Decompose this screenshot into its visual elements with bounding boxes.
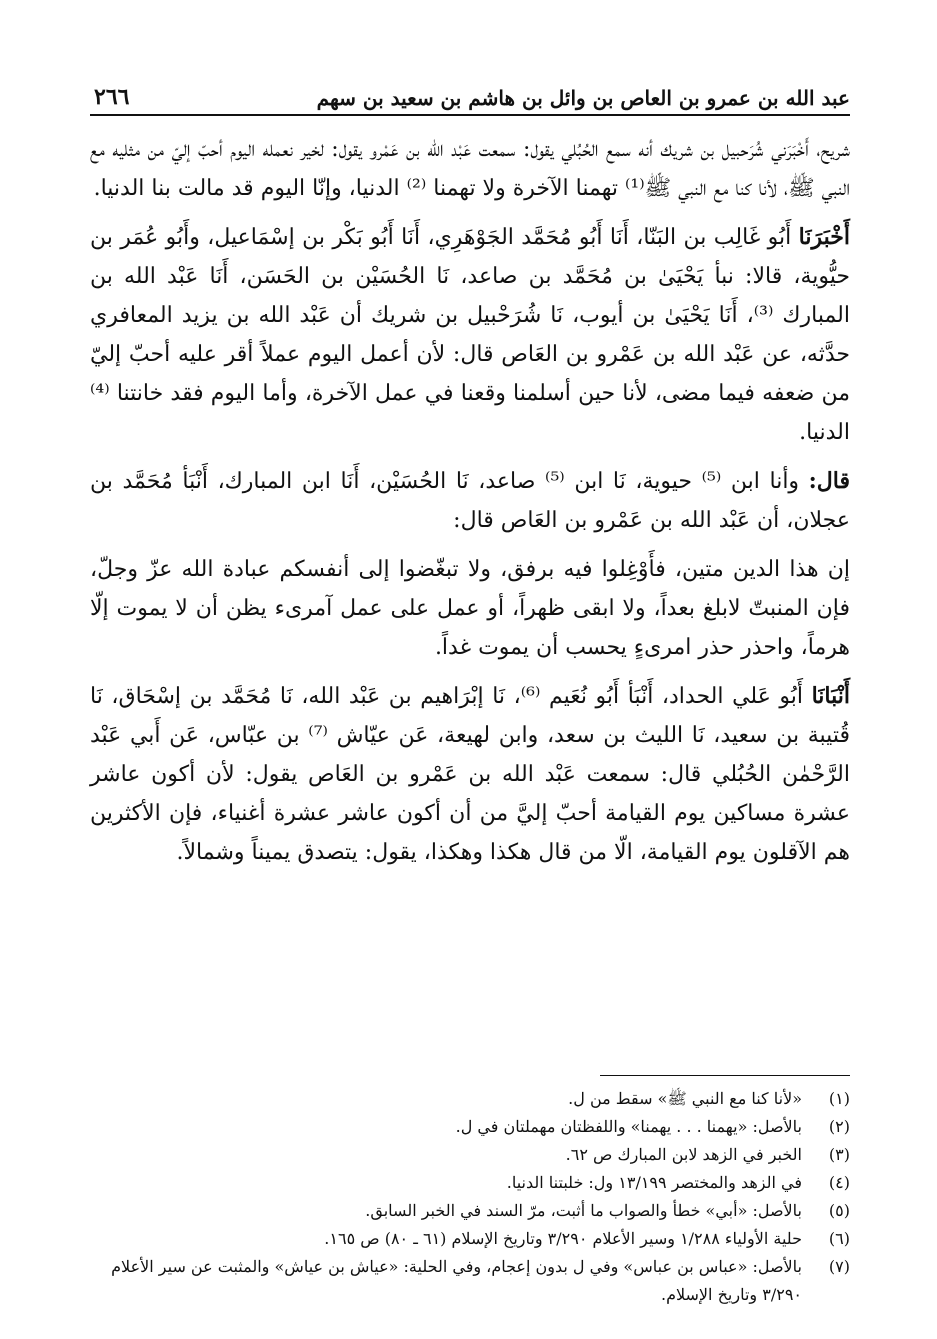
footnote-number: (٦) — [828, 1229, 850, 1248]
footnote-number: (٥) — [828, 1201, 850, 1220]
footnote — [90, 1085, 850, 1113]
footnote — [90, 1197, 850, 1225]
paragraph — [90, 130, 850, 208]
footnote-number: (٧) — [828, 1257, 850, 1276]
footnote — [90, 1141, 850, 1169]
footnote-text: الخبر في الزهد لابن المبارك ص ٦٢. — [565, 1145, 802, 1164]
paragraph-lead-word: أَنْبَانَا — [811, 683, 850, 709]
footnote-number: (١) — [828, 1089, 850, 1108]
paragraph-text: وأنا ابن ⁽⁵⁾ حيوية، نَا ابن ⁽⁵⁾ صاعد، نَا الحُسَيْن، أَنَا ابن المبارك، أَنْبَأ مُحَمَّد بن عجلان، أن عَبْد الله بن عَمْرو بن العَاص قال: — [90, 469, 850, 533]
footnote-text: بالأصل: «أبي» خطأ والصواب ما أثبت، مرّ السند في الخبر السابق. — [365, 1201, 802, 1220]
footnote — [90, 1169, 850, 1197]
footnote-number: (٤) — [828, 1173, 850, 1192]
paragraph-text: أَبُو عَلي الحداد، أَنْبَأ أَبُو نُعَيم ⁽⁶⁾، نَا إبْرَاهيم بن عَبْد الله، نَا مُحَمَّد بن إسْحَاق، نَا قُتيبة بن سعيد، نَا الليث بن سعد، وابن لهيعة، عَن عيّاش ⁽⁷⁾ بن عبّاس، عَن أَبي عَبْد الرَّحْمٰن الحُبُلي قال: سمعت عَبْد الله بن عَمْرو بن العَاص يقول: لأن أكون عاشر عشرة مساكين يوم القيامة أحبّ إليَّ من أن أكون عاشر عشرة أغنياء، فإن الأكثرين هم الآقلون يوم القيامة، الّا من قال هكذا وهكذا، يقول: يتصدق يميناً وشمالاً. — [90, 684, 850, 865]
paragraph-lead-word: أَخْبَرَنَا — [798, 224, 850, 250]
paragraph — [90, 677, 850, 872]
header-rule — [90, 114, 850, 116]
footnote-text: بالأصل: «يهمنا . . . يهمنا» واللفظتان مهملتان في ل. — [455, 1117, 802, 1136]
footnote — [90, 1253, 850, 1309]
book-page — [90, 70, 850, 1310]
page-header — [90, 70, 850, 110]
footnote — [90, 1113, 850, 1141]
main-text — [90, 130, 850, 882]
footnote-text: حلية الأولياء ١/٢٨٨ وسير الأعلام ٣/٢٩٠ وتاريخ الإسلام (٦١ ـ ٨٠) ص ١٦٥. — [324, 1229, 802, 1248]
footnote-number: (٢) — [828, 1117, 850, 1136]
running-title: عبد الله بن عمرو بن العاص بن وائل بن هاشم بن سعيد بن سهم — [316, 86, 850, 110]
paragraph — [90, 550, 850, 667]
footnote — [90, 1225, 850, 1253]
paragraph-text: أَبُو غَالِب بن البَنّا، أَنَا أَبُو مُحَمَّد الجَوْهَرِي، أَنَا أَبُو بَكْر بن إسْمَاعيل، وأَبُو عُمَر بن حيُّوية، قالا: نبأ يَحْيَىٰ بن مُحَمَّد بن صاعد، نَا الحُسَيْن بن الحَسَن، أَنَا عَبْد الله بن المبارك ⁽³⁾، أَنَا يَحْيَىٰ بن أيوب، نَا شُرَحْبيل بن شريك أن عَبْد الله بن يزيد المعافري حدَّثه، عن عَبْد الله بن عَمْرو بن العَاص قال: لأن أعمل اليوم عملاً أقر عليه أحبّ إليّ من ضعفه فيما مضى، لأنا حين أسلمنا وقعنا في عمل الآخرة، وأما اليوم فقد خانتنا ⁽⁴⁾ الدنيا. — [90, 225, 850, 445]
footnote-text: «لأنا كنا مع النبي ﷺ» سقط من ل. — [568, 1089, 802, 1108]
footnotes — [90, 1085, 850, 1309]
page-number: ٢٦٦ — [94, 84, 130, 110]
paragraph-lead-word: قال: — [808, 468, 850, 494]
footnote-number: (٣) — [828, 1145, 850, 1164]
paragraph-text: شريح، أَخْبَرَني شُرَحبيل بن شريك أنه سمع الحُبُلي يقول: سمعت عَبْد الله بن عَمْرو يقول: لخير نعمله اليوم أحبّ إليّ من مثليه مع النبي ﷺ، لأنا كنا مع النبي ﷺ⁽¹⁾ تهمنا الآخرة ولا تهمنا ⁽²⁾ الدنيا، وإنّا اليوم قد مالت بنا الدنيا. — [90, 137, 850, 201]
paragraph — [90, 462, 850, 540]
footnote-separator — [600, 1075, 850, 1076]
footnote-text: في الزهد والمختصر ١٣/١٩٩ ول: خلبتنا الدنيا. — [506, 1173, 802, 1192]
footnote-text: بالأصل: «عباس بن عباس» وفي ل بدون إعجام، وفي الحلية: «عياش بن عياش» والمثبت عن سير الأعلام ٣/٢٩٠ وتاريخ الإسلام. — [111, 1257, 802, 1304]
paragraph — [90, 218, 850, 452]
paragraph-text: إن هذا الدين متين، فأَوْغِلوا فيه برفق، ولا تبغّضوا إلى أنفسكم عبادة الله عزّ وجلّ، فإن المنبتّ لابلغ بعداً، ولا ابقى ظهراً، أو عمل على عمل آمرىء يظن أن لا يموت إلّا هرماً، واحذر حذر امرىءٍ يحسب أن يموت غداً. — [90, 557, 850, 660]
